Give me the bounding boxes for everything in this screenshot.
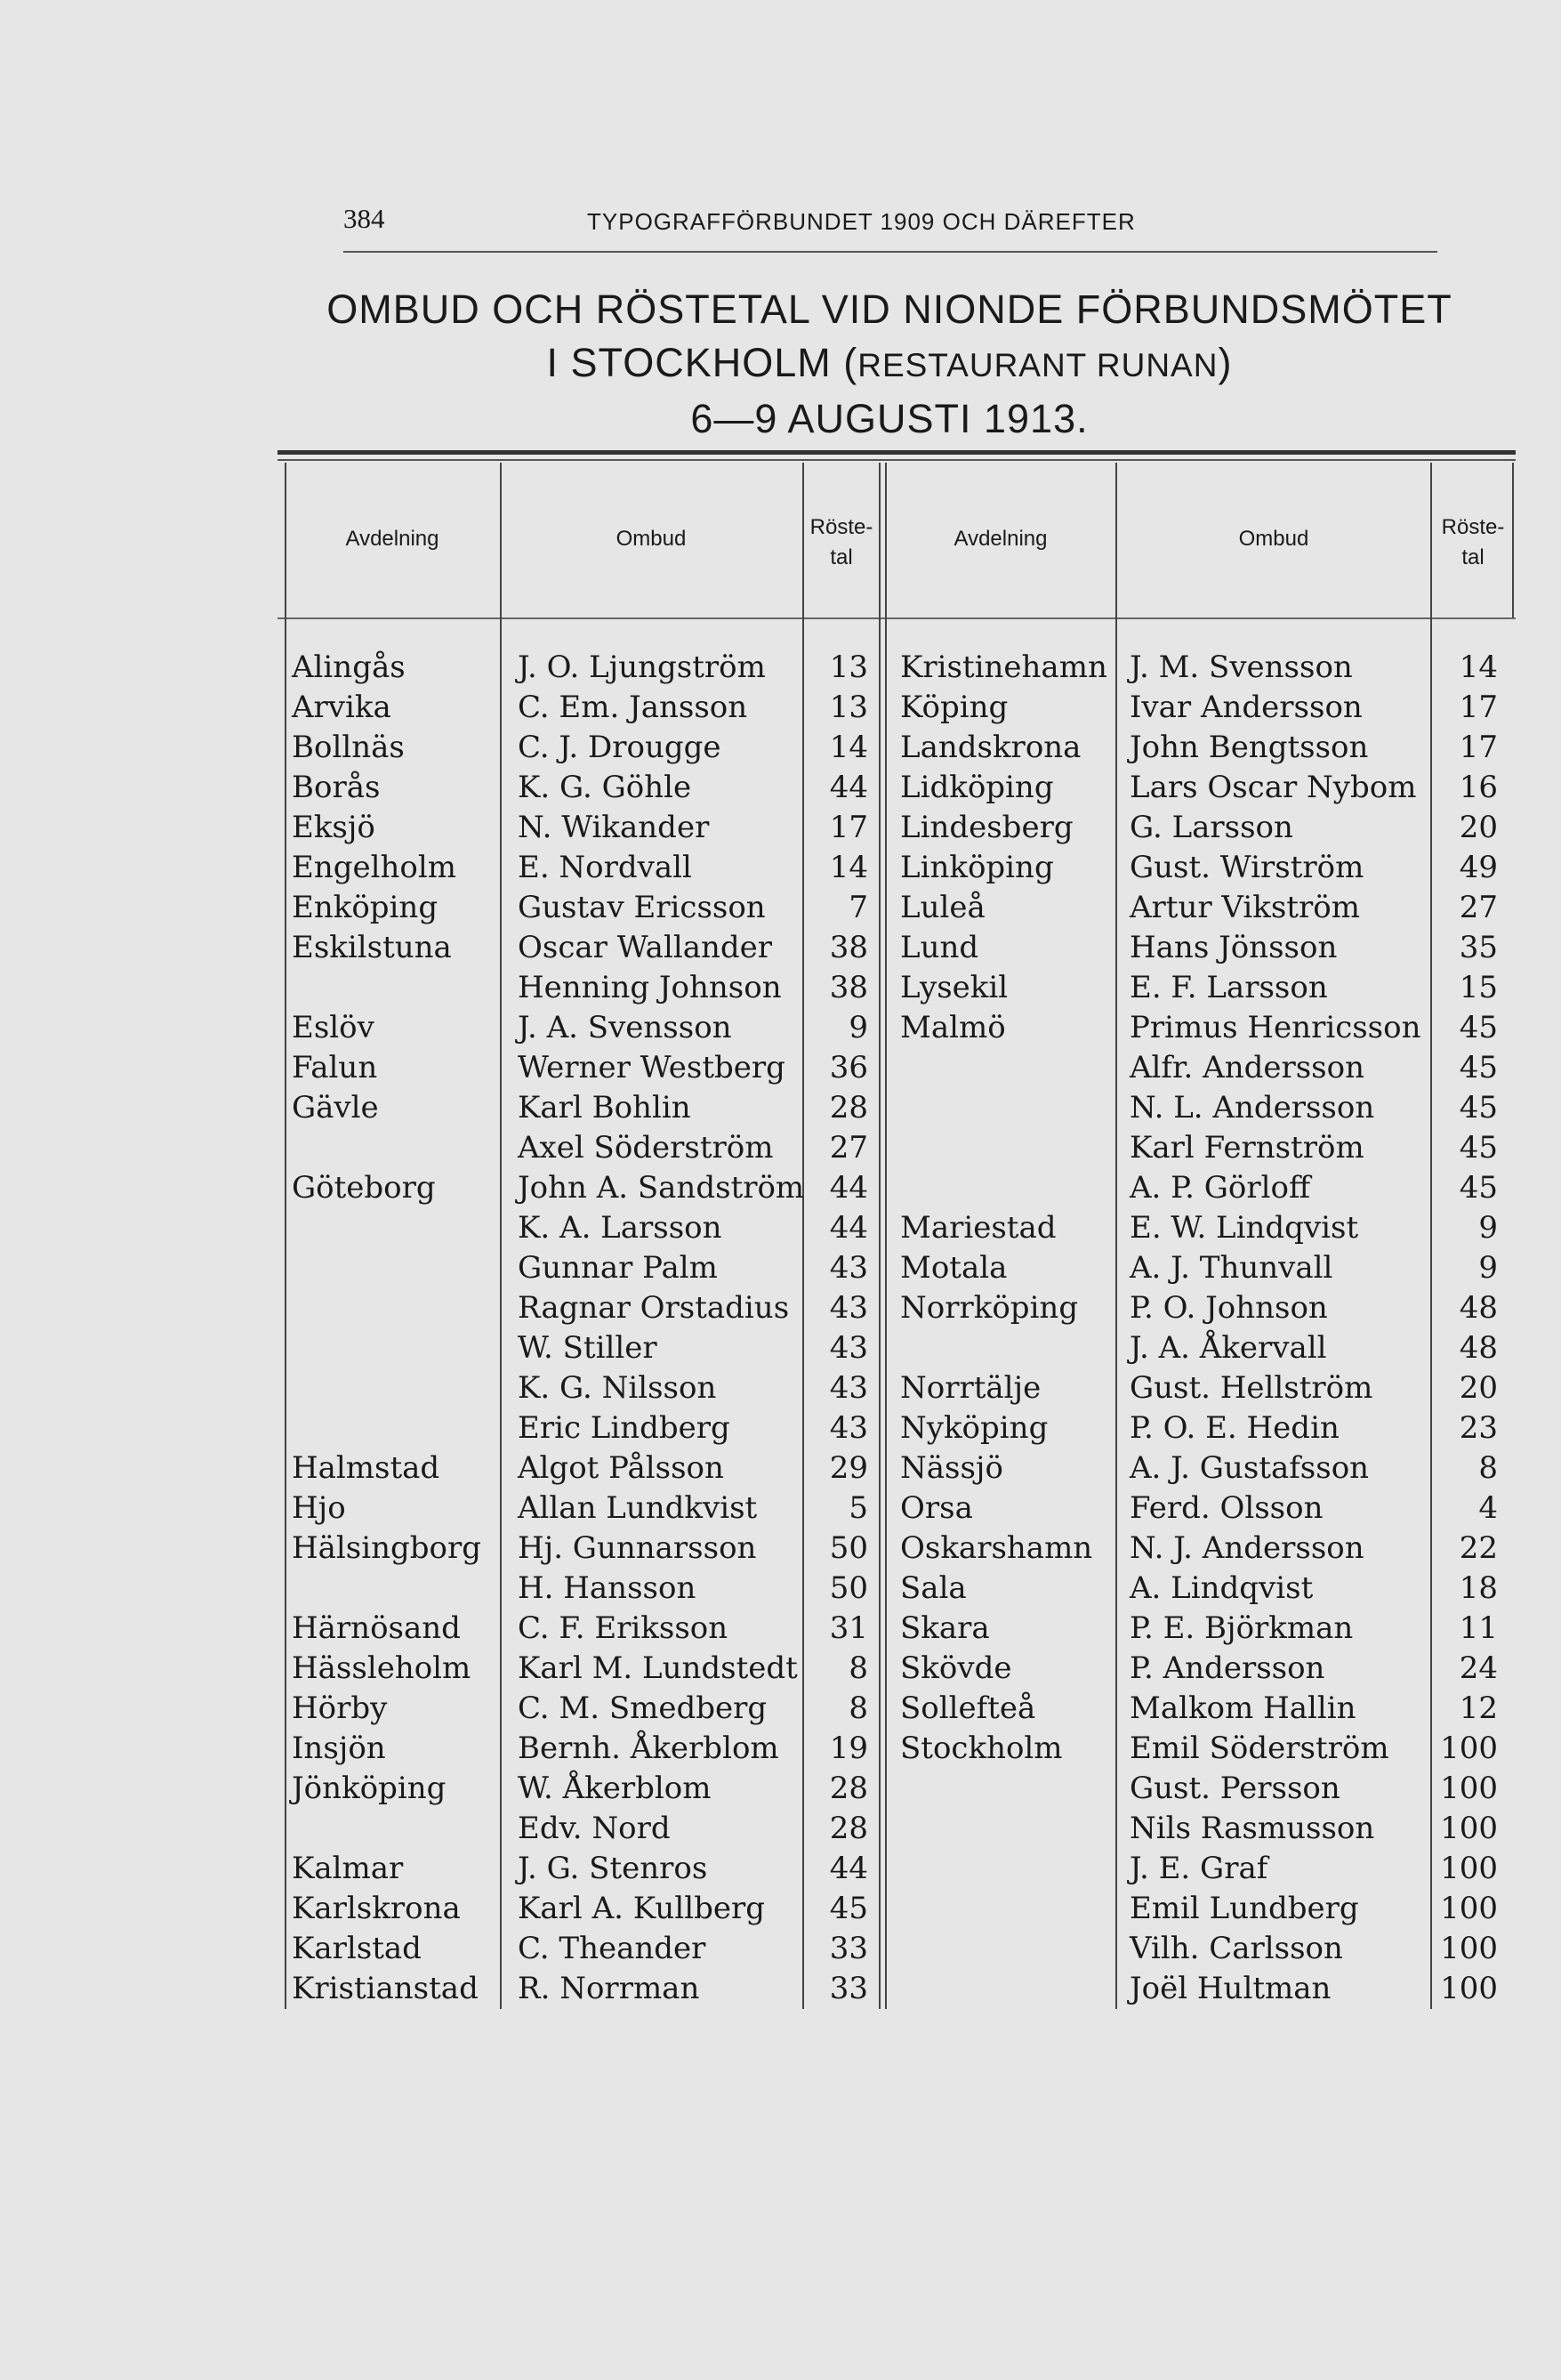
ombud-cell: N. J. Andersson (1130, 1530, 1364, 1566)
avdelning-cell: Norrtälje (900, 1370, 1042, 1406)
rostetal-cell: 28 (829, 1090, 868, 1125)
ombud-cell: A. P. Görloff (1130, 1170, 1311, 1206)
ombud-cell: C. M. Smedberg (518, 1690, 768, 1726)
ombud-cell: Gunnar Palm (518, 1250, 718, 1286)
rostetal-cell: 48 (1459, 1290, 1498, 1326)
header-rostetal-left-line2: tal (830, 545, 853, 569)
avdelning-cell: Lund (900, 930, 979, 965)
ombud-cell: Malkom Hallin (1130, 1690, 1356, 1726)
ombud-cell: Emil Lundberg (1130, 1891, 1359, 1926)
ombud-cell: E. Nordvall (518, 850, 692, 885)
avdelning-cell: Motala (900, 1250, 1008, 1286)
ombud-cell: Axel Söderström (518, 1130, 774, 1166)
ombud-cell: Karl Fernström (1130, 1130, 1364, 1166)
ombud-cell: P. E. Björkman (1130, 1610, 1354, 1646)
rostetal-cell: 50 (829, 1530, 868, 1566)
ombud-cell: J. M. Svensson (1130, 649, 1353, 685)
ombud-cell: R. Norrman (518, 1971, 700, 2006)
rostetal-cell: 13 (829, 649, 868, 685)
avdelning-cell: Norrköping (900, 1290, 1079, 1326)
avdelning-cell: Härnösand (292, 1610, 461, 1646)
rostetal-cell: 29 (829, 1450, 868, 1486)
ombud-cell: Gust. Persson (1130, 1771, 1340, 1806)
avdelning-cell: Oskarshamn (900, 1530, 1093, 1566)
rostetal-cell: 45 (1459, 1130, 1498, 1166)
ombud-cell: W. Åkerblom (518, 1771, 712, 1806)
rostetal-cell: 50 (829, 1570, 868, 1606)
avdelning-cell: Sala (900, 1570, 967, 1606)
rostetal-cell: 45 (829, 1891, 868, 1926)
rostetal-cell: 8 (1478, 1450, 1498, 1486)
avdelning-cell: Stockholm (900, 1731, 1063, 1766)
avdelning-cell: Eksjö (292, 810, 375, 845)
rostetal-cell: 35 (1459, 930, 1498, 965)
avdelning-cell: Halmstad (292, 1450, 440, 1486)
rostetal-cell: 8 (849, 1650, 868, 1686)
title-line-2 (285, 336, 1494, 392)
rostetal-cell: 49 (1459, 850, 1498, 885)
ombud-cell: A. J. Gustafsson (1130, 1450, 1370, 1486)
page-number: 384 (343, 203, 385, 234)
avdelning-cell: Karlskrona (292, 1891, 461, 1926)
rostetal-cell: 8 (849, 1690, 868, 1726)
ombud-cell: Ragnar Orstadius (518, 1290, 790, 1326)
rostetal-cell: 13 (829, 690, 868, 725)
ombud-cell: P. O. E. Hedin (1130, 1410, 1340, 1446)
ombud-cell: Emil Söderström (1130, 1731, 1389, 1766)
avdelning-cell: Hässleholm (292, 1650, 471, 1686)
rostetal-cell: 100 (1440, 1891, 1498, 1926)
avdelning-cell: Eslöv (292, 1010, 374, 1045)
rostetal-cell: 5 (849, 1490, 868, 1526)
avdelning-cell: Köping (900, 690, 1009, 725)
ombud-cell: Hj. Gunnarsson (518, 1530, 757, 1566)
rostetal-cell: 44 (829, 770, 868, 805)
ombud-cell: Artur Vikström (1130, 890, 1360, 925)
ombud-cell: Bernh. Åkerblom (518, 1731, 779, 1766)
rostetal-cell: 44 (829, 1170, 868, 1206)
ombud-cell: P. Andersson (1130, 1650, 1325, 1686)
ombud-cell: Lars Oscar Nybom (1130, 770, 1417, 805)
avdelning-cell: Alingås (292, 649, 406, 685)
avdelning-cell: Skövde (900, 1650, 1012, 1686)
rostetal-cell: 12 (1459, 1690, 1498, 1726)
rostetal-cell: 22 (1459, 1530, 1498, 1566)
rostetal-cell: 38 (829, 970, 868, 1005)
header-rostetal-left-line1: Röste- (809, 515, 873, 539)
column-divider-2 (500, 463, 502, 2009)
avdelning-cell: Arvika (292, 690, 391, 725)
column-divider-7 (1512, 463, 1514, 617)
ombud-cell: Werner Westberg (518, 1050, 785, 1085)
avdelning-cell: Falun (292, 1050, 378, 1085)
ombud-cell: H. Hansson (518, 1570, 696, 1606)
avdelning-cell: Bollnäs (292, 730, 405, 765)
ombud-cell: W. Stiller (518, 1330, 657, 1366)
rostetal-cell: 43 (829, 1330, 868, 1366)
avdelning-cell: Karlstad (292, 1931, 422, 1966)
ombud-cell: J. G. Stenros (518, 1851, 708, 1886)
title-line-2-venue: RESTAURANT RUNAN (857, 347, 1219, 383)
avdelning-cell: Landskrona (900, 730, 1082, 765)
avdelning-cell: Insjön (292, 1731, 386, 1766)
ombud-cell: Eric Lindberg (518, 1410, 730, 1446)
column-divider-4a (879, 463, 881, 2009)
rostetal-cell: 43 (829, 1370, 868, 1406)
header-rostetal-right-line1: Röste- (1441, 515, 1505, 539)
ombud-cell: Henning Johnson (518, 970, 782, 1005)
rostetal-cell: 28 (829, 1811, 868, 1846)
ombud-cell: Gust. Hellström (1130, 1370, 1373, 1406)
ombud-cell: Ferd. Olsson (1130, 1490, 1324, 1526)
rostetal-cell: 45 (1459, 1090, 1498, 1125)
avdelning-cell: Kristinehamn (900, 649, 1107, 685)
rostetal-cell: 17 (829, 810, 868, 845)
rostetal-cell: 45 (1459, 1050, 1498, 1085)
avdelning-cell: Lysekil (900, 970, 1009, 1005)
title-line-1: OMBUD OCH RÖSTETAL VID NIONDE FÖRBUNDSMÖTET (326, 286, 1452, 332)
ombud-cell: C. J. Drougge (518, 730, 721, 765)
rostetal-cell: 15 (1459, 970, 1498, 1005)
avdelning-cell: Orsa (900, 1490, 973, 1526)
column-divider-4b (885, 463, 887, 2009)
ombud-cell: K. G. Göhle (518, 770, 692, 805)
rostetal-cell: 100 (1440, 1851, 1498, 1886)
ombud-cell: Gustav Ericsson (518, 890, 766, 925)
avdelning-cell: Luleå (900, 890, 986, 925)
rostetal-cell: 43 (829, 1250, 868, 1286)
avdelning-cell: Lidköping (900, 770, 1054, 805)
ombud-cell: N. L. Andersson (1130, 1090, 1375, 1125)
rostetal-cell: 38 (829, 930, 868, 965)
rostetal-cell: 24 (1459, 1650, 1498, 1686)
ombud-cell: Oscar Wallander (518, 930, 773, 965)
ombud-cell: Primus Henricsson (1130, 1010, 1421, 1045)
rostetal-cell: 36 (829, 1050, 868, 1085)
header-rostetal-left (804, 512, 879, 573)
avdelning-cell: Lindesberg (900, 810, 1074, 845)
avdelning-cell: Nyköping (900, 1410, 1049, 1446)
running-title: TYPOGRAFFÖRBUNDET 1909 OCH DÄREFTER (587, 208, 1136, 235)
ombud-cell: K. A. Larsson (518, 1210, 722, 1246)
rostetal-cell: 43 (829, 1290, 868, 1326)
rostetal-cell: 17 (1459, 730, 1498, 765)
ombud-cell: Gust. Wirström (1130, 850, 1364, 885)
rostetal-cell: 19 (829, 1731, 868, 1766)
avdelning-cell: Hälsingborg (292, 1530, 482, 1566)
column-divider-5 (1115, 463, 1117, 2009)
rostetal-cell: 45 (1459, 1010, 1498, 1045)
avdelning-cell: Sollefteå (900, 1690, 1036, 1726)
rostetal-cell: 100 (1440, 1811, 1498, 1846)
table-top-thin-rule (278, 459, 1516, 461)
avdelning-cell: Skara (900, 1610, 990, 1646)
rostetal-cell: 100 (1440, 1931, 1498, 1966)
avdelning-cell: Mariestad (900, 1210, 1057, 1246)
ombud-cell: J. A. Åkervall (1130, 1330, 1327, 1366)
ombud-cell: Edv. Nord (518, 1811, 671, 1846)
rostetal-cell: 43 (829, 1410, 868, 1446)
avdelning-cell: Hörby (292, 1690, 388, 1726)
ombud-cell: N. Wikander (518, 810, 710, 845)
avdelning-cell: Enköping (292, 890, 439, 925)
ombud-cell: E. W. Lindqvist (1130, 1210, 1359, 1246)
avdelning-cell: Borås (292, 770, 381, 805)
header-avdelning-left: Avdelning (345, 527, 439, 551)
ombud-cell: A. J. Thunvall (1130, 1250, 1333, 1286)
ombud-cell: Alfr. Andersson (1130, 1050, 1364, 1085)
ombud-cell: J. A. Svensson (518, 1010, 732, 1045)
ombud-cell: P. O. Johnson (1130, 1290, 1328, 1326)
avdelning-cell: Kristianstad (292, 1971, 479, 2006)
ombud-cell: Joël Hultman (1130, 1971, 1332, 2006)
document-title (285, 283, 1494, 446)
header-rostetal-right-line2: tal (1461, 545, 1485, 569)
rostetal-cell: 16 (1459, 770, 1498, 805)
ombud-cell: C. F. Eriksson (518, 1610, 728, 1646)
title-line-3: 6—9 AUGUSTI 1913. (690, 396, 1089, 441)
column-divider-1 (285, 463, 286, 2009)
table-top-rule (278, 450, 1516, 455)
rostetal-cell: 17 (1459, 690, 1498, 725)
rostetal-cell: 14 (829, 850, 868, 885)
rostetal-cell: 100 (1440, 1971, 1498, 2006)
rostetal-cell: 9 (1478, 1250, 1498, 1286)
header-ombud-left: Ombud (616, 527, 687, 551)
ombud-cell: C. Em. Jansson (518, 690, 748, 725)
ombud-cell: E. F. Larsson (1130, 970, 1328, 1005)
header-avdelning-right: Avdelning (953, 527, 1048, 551)
rostetal-cell: 11 (1459, 1610, 1498, 1646)
header-ombud-right: Ombud (1238, 527, 1309, 551)
header-rostetal-right (1434, 512, 1512, 573)
title-line-2-prefix: I STOCKHOLM ( (546, 340, 858, 385)
ombud-cell: John Bengtsson (1130, 730, 1369, 765)
ombud-cell: Hans Jönsson (1130, 930, 1338, 965)
rostetal-cell: 44 (829, 1210, 868, 1246)
avdelning-cell: Jönköping (292, 1771, 447, 1806)
rostetal-cell: 28 (829, 1771, 868, 1806)
avdelning-cell: Göteborg (292, 1170, 436, 1206)
rostetal-cell: 18 (1459, 1570, 1498, 1606)
rostetal-cell: 27 (1459, 890, 1498, 925)
ombud-cell: G. Larsson (1130, 810, 1293, 845)
title-line-2-suffix: ) (1218, 340, 1233, 385)
avdelning-cell: Gävle (292, 1090, 379, 1125)
rostetal-cell: 31 (829, 1610, 868, 1646)
ombud-cell: J. E. Graf (1130, 1851, 1268, 1886)
rostetal-cell: 20 (1459, 1370, 1498, 1406)
rostetal-cell: 48 (1459, 1330, 1498, 1366)
rostetal-cell: 45 (1459, 1170, 1498, 1206)
rostetal-cell: 20 (1459, 810, 1498, 845)
rostetal-cell: 27 (829, 1130, 868, 1166)
avdelning-cell: Linköping (900, 850, 1054, 885)
header-rule (343, 251, 1437, 253)
rostetal-cell: 9 (849, 1010, 868, 1045)
rostetal-cell: 44 (829, 1851, 868, 1886)
rostetal-cell: 4 (1478, 1490, 1498, 1526)
rostetal-cell: 9 (1478, 1210, 1498, 1246)
rostetal-cell: 33 (829, 1931, 868, 1966)
column-header-rule (278, 617, 1516, 619)
ombud-cell: A. Lindqvist (1130, 1570, 1314, 1606)
rostetal-cell: 100 (1440, 1731, 1498, 1766)
ombud-cell: Algot Pålsson (518, 1450, 724, 1486)
rostetal-cell: 100 (1440, 1771, 1498, 1806)
rostetal-cell: 33 (829, 1971, 868, 2006)
ombud-cell: K. G. Nilsson (518, 1370, 717, 1406)
avdelning-cell: Nässjö (900, 1450, 1003, 1486)
ombud-cell: Karl A. Kullberg (518, 1891, 765, 1926)
ombud-cell: Allan Lundkvist (518, 1490, 758, 1526)
ombud-cell: Ivar Andersson (1130, 690, 1363, 725)
ombud-cell: Karl Bohlin (518, 1090, 691, 1125)
rostetal-cell: 14 (1459, 649, 1498, 685)
ombud-cell: Karl M. Lundstedt (518, 1650, 798, 1686)
avdelning-cell: Malmö (900, 1010, 1006, 1045)
ombud-cell: John A. Sandström (518, 1170, 805, 1206)
rostetal-cell: 7 (849, 890, 868, 925)
rostetal-cell: 23 (1459, 1410, 1498, 1446)
avdelning-cell: Kalmar (292, 1851, 404, 1886)
ombud-cell: Vilh. Carlsson (1130, 1931, 1343, 1966)
ombud-cell: Nils Rasmusson (1130, 1811, 1375, 1846)
rostetal-cell: 14 (829, 730, 868, 765)
avdelning-cell: Eskilstuna (292, 930, 452, 965)
ombud-cell: J. O. Ljungström (518, 649, 766, 685)
ombud-cell: C. Theander (518, 1931, 706, 1966)
avdelning-cell: Engelholm (292, 850, 456, 885)
avdelning-cell: Hjo (292, 1490, 346, 1526)
